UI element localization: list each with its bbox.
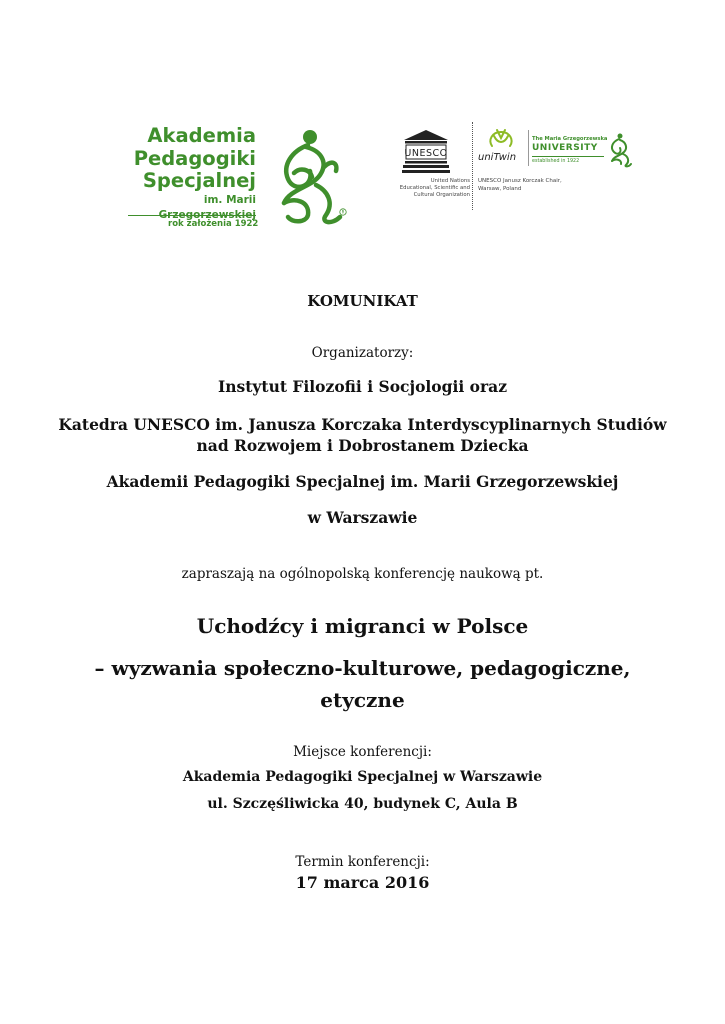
aps-logo-divider xyxy=(128,215,256,216)
organizer-city: w Warszawie xyxy=(307,508,418,527)
unesco-wordmark: UNESCO xyxy=(404,148,448,159)
svg-text:R: R xyxy=(341,209,345,215)
logo-separator xyxy=(472,122,473,210)
aps-figure-emblem-icon xyxy=(270,127,350,229)
aps-logo-line-4: im. Marii Grzegorzewskiej xyxy=(158,193,256,221)
invitation-text: zapraszają na ogólnopolską konferencję naukową pt. xyxy=(181,566,544,582)
unesco-temple-icon xyxy=(402,128,450,174)
maria-figure-emblem-icon xyxy=(606,132,634,168)
organizers-label: Organizatorzy: xyxy=(311,345,414,361)
unesco-caption-line-3: Cultural Organization xyxy=(413,192,470,198)
unesco-caption-line-2: Educational, Scientific and xyxy=(399,185,470,191)
unesco-caption-line-1: United Nations xyxy=(430,178,470,184)
maria-university-word: UNIVERSITY xyxy=(532,143,598,153)
organizer-chair-line-1: Katedra UNESCO im. Janusza Korczaka Interdyscyplinarnych Studiów xyxy=(58,415,667,434)
document-heading: KOMUNIKAT xyxy=(307,292,418,310)
aps-logo-founded: rok założenia 1922 xyxy=(168,219,259,229)
aps-logo xyxy=(128,125,353,235)
organizer-chair-line-2: nad Rozwojem i Dobrostanem Dziecka xyxy=(196,436,529,455)
unitwin-caption-line-2: Warsaw, Poland xyxy=(478,185,522,192)
aps-logo-line-3: Specjalnej xyxy=(142,169,256,192)
maria-university-small: The Maria Grzegorzewska xyxy=(532,136,608,142)
conference-title-line-1: Uchodźcy i migranci w Polsce xyxy=(196,614,529,638)
unitwin-wordmark: uniTwin xyxy=(478,152,517,163)
maria-university-established: established in 1922 xyxy=(532,159,580,164)
organizer-institute: Instytut Filozofii i Socjologii oraz xyxy=(218,377,507,396)
unitwin-caption-line-1: UNESCO Janusz Korczak Chair, xyxy=(478,178,562,184)
date-label: Termin konferencji: xyxy=(295,854,430,870)
unesco-caption xyxy=(380,178,470,199)
unitwin-divider xyxy=(528,130,529,166)
maria-university-rule xyxy=(532,156,604,157)
unesco-logo xyxy=(380,128,472,208)
aps-logo-wordmark xyxy=(128,125,256,223)
aps-logo-line-2: Pedagogiki xyxy=(133,146,256,170)
conference-date: 17 marca 2016 xyxy=(295,873,430,892)
organizer-academy: Akademii Pedagogiki Specjalnej im. Marii Grzegorzewskiej xyxy=(106,472,619,491)
venue-label: Miejsce konferencji: xyxy=(293,744,432,760)
aps-logo-line-1: Akademia xyxy=(147,124,256,147)
conference-title-line-2: – wyzwania społeczno-kulturowe, pedagogiczne, xyxy=(94,656,631,680)
unitwin-caption xyxy=(478,178,562,193)
unitwin-logo xyxy=(478,128,638,198)
conference-title-line-3: etyczne xyxy=(320,688,405,712)
venue-name: Akademia Pedagogiki Specjalnej w Warszawie xyxy=(182,769,543,785)
venue-address: ul. Szczęśliwicka 40, budynek C, Aula B xyxy=(207,796,518,812)
